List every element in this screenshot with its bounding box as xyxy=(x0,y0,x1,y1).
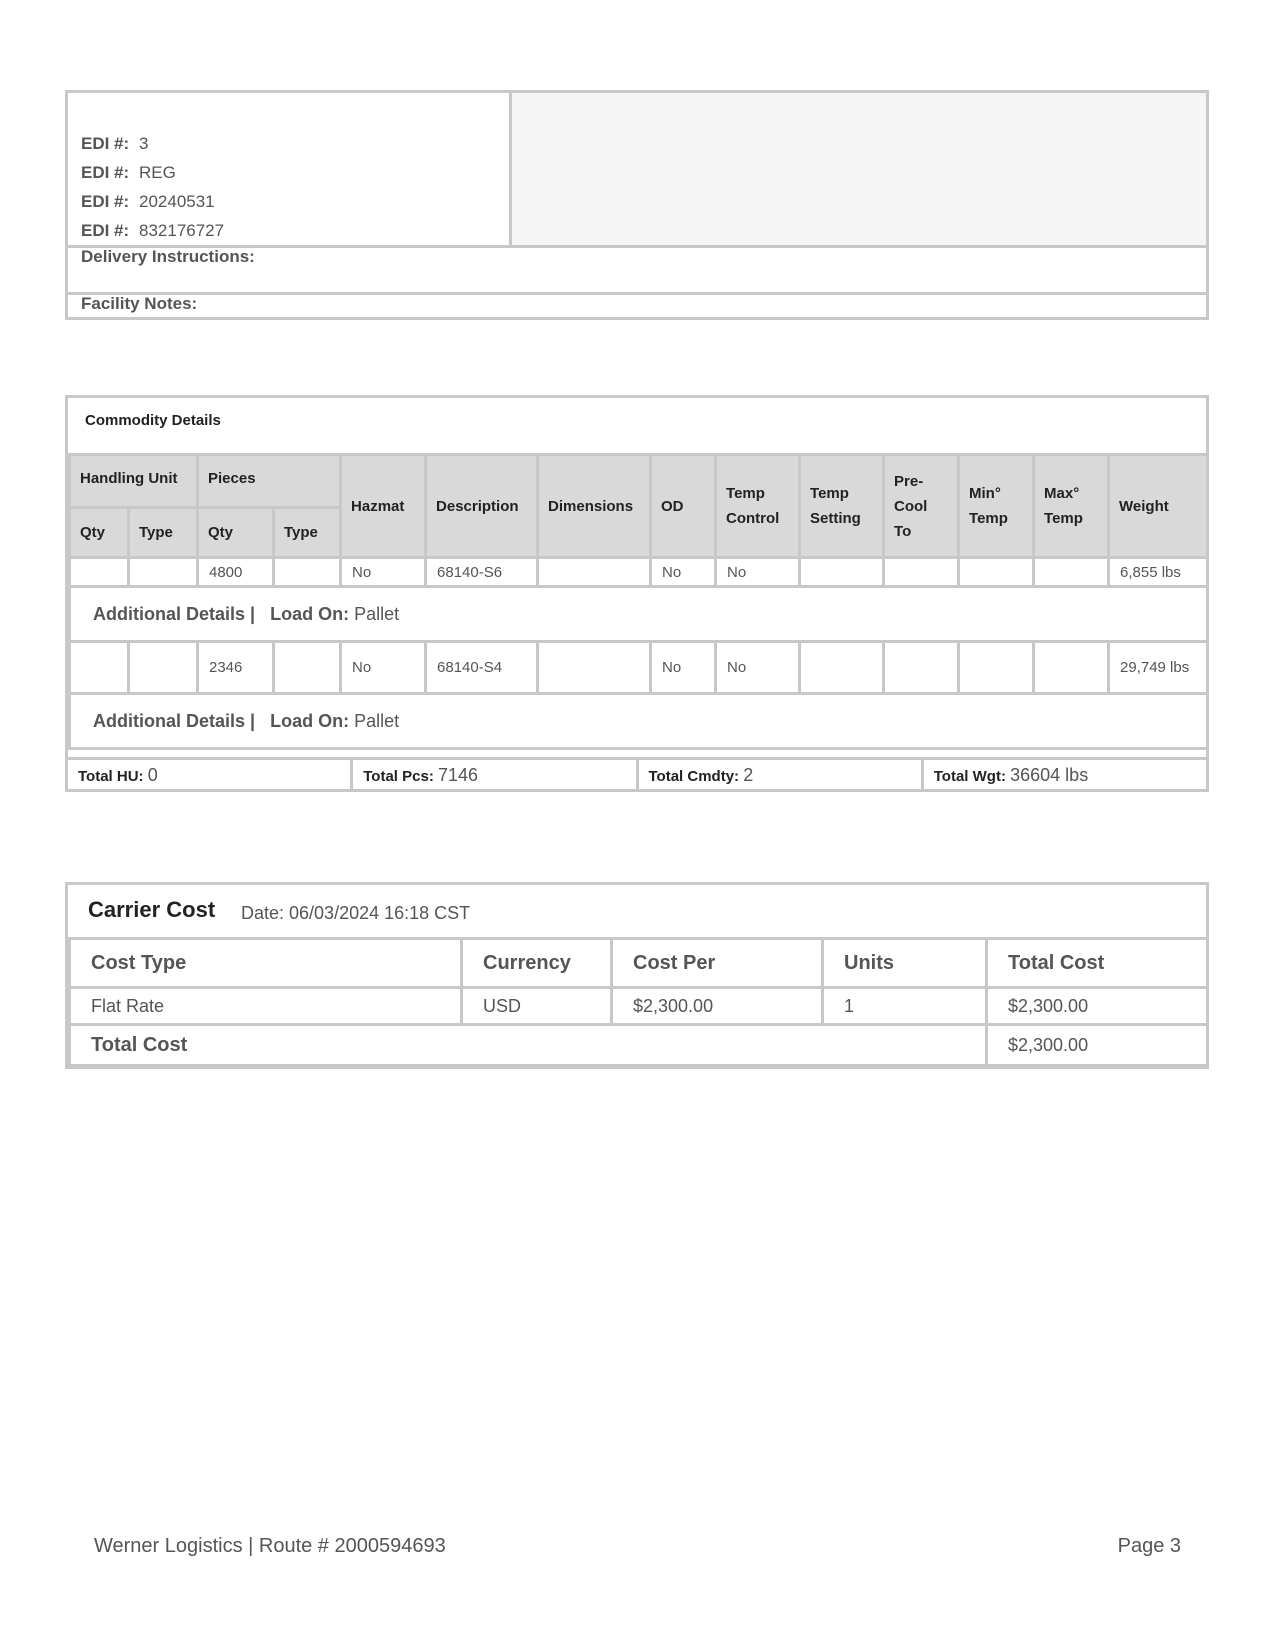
total-cmdty-value: 2 xyxy=(743,765,754,785)
header-hu-qty: Qty xyxy=(70,508,129,558)
edi-row xyxy=(81,187,224,216)
total-hu-value: 0 xyxy=(147,765,158,785)
od-cell: No xyxy=(651,642,716,694)
header-pieces: Pieces xyxy=(198,455,341,508)
load-on-label: Load On: xyxy=(270,710,350,731)
header-description: Description xyxy=(426,455,538,558)
od-cell: No xyxy=(651,558,716,587)
cost-per-cell: $2,300.00 xyxy=(612,988,823,1025)
header-units: Units xyxy=(823,939,987,988)
edi-blank-panel xyxy=(512,93,1206,245)
header-pre-cool-to: Pre-Cool To xyxy=(884,455,959,558)
commodity-details-section xyxy=(65,395,1209,792)
header-cost-per: Cost Per xyxy=(612,939,823,988)
currency-cell: USD xyxy=(462,988,612,1025)
hu-type-cell xyxy=(129,642,198,694)
total-cost-label: Total Cost xyxy=(70,1025,987,1066)
weight-cell: 6,855 lbs xyxy=(1109,558,1208,587)
header-total-cost: Total Cost xyxy=(987,939,1208,988)
commodity-title: Commodity Details xyxy=(85,412,221,429)
pcs-type-cell xyxy=(274,642,341,694)
dimensions-cell xyxy=(538,642,651,694)
total-hu xyxy=(68,760,353,792)
additional-details-label: Additional Details | xyxy=(93,710,256,731)
header-pcs-type: Type xyxy=(274,508,341,558)
header-cost-type: Cost Type xyxy=(70,939,462,988)
pcs-qty-cell: 2346 xyxy=(198,642,274,694)
commodity-totals xyxy=(68,757,1206,792)
hu-type-cell xyxy=(129,558,198,587)
pre-cool-cell xyxy=(884,558,959,587)
dimensions-cell xyxy=(538,558,651,587)
max-temp-cell xyxy=(1034,642,1109,694)
header-temp-setting: Temp Setting xyxy=(800,455,884,558)
edi-panel xyxy=(68,93,512,245)
header-pcs-qty: Qty xyxy=(198,508,274,558)
footer-page-number: Page 3 xyxy=(1117,1535,1181,1557)
min-temp-cell xyxy=(959,558,1034,587)
total-cmdty-label: Total Cmdty: xyxy=(648,768,740,785)
pcs-qty-cell: 4800 xyxy=(198,558,274,587)
total-pcs-label: Total Pcs: xyxy=(363,768,434,785)
edi-row xyxy=(81,129,224,158)
total-hu-label: Total HU: xyxy=(78,768,144,785)
edi-value: 3 xyxy=(139,134,149,153)
pcs-type-cell xyxy=(274,558,341,587)
total-wgt-label: Total Wgt: xyxy=(933,768,1006,785)
total-cost-cell: $2,300.00 xyxy=(987,988,1208,1025)
cost-type-cell: Flat Rate xyxy=(70,988,462,1025)
header-hazmat: Hazmat xyxy=(341,455,426,558)
header-hu-type: Type xyxy=(129,508,198,558)
header-dimensions: Dimensions xyxy=(538,455,651,558)
weight-cell: 29,749 lbs xyxy=(1109,642,1208,694)
temp-control-cell: No xyxy=(716,558,800,587)
total-row xyxy=(70,1025,1208,1066)
load-on-value: Pallet xyxy=(354,710,400,731)
edi-row xyxy=(81,216,224,245)
total-wgt-value: 36604 lbs xyxy=(1010,765,1089,785)
edi-row xyxy=(81,158,224,187)
edi-label: EDI #: xyxy=(81,192,130,211)
edi-label: EDI #: xyxy=(81,134,130,153)
hu-qty-cell xyxy=(70,558,129,587)
carrier-cost-title: Carrier Cost xyxy=(88,897,216,922)
header-currency: Currency xyxy=(462,939,612,988)
load-on-label: Load On: xyxy=(270,603,350,624)
additional-details-row xyxy=(70,587,1208,642)
total-cmdty xyxy=(639,760,924,792)
total-cost-value: $2,300.00 xyxy=(987,1025,1208,1066)
edi-label: EDI #: xyxy=(81,163,130,182)
description-cell: 68140-S6 xyxy=(426,558,538,587)
table-row xyxy=(70,558,1208,587)
footer-route: Werner Logistics | Route # 2000594693 xyxy=(94,1535,446,1557)
header-handling-unit: Handling Unit xyxy=(70,455,198,508)
commodity-table xyxy=(68,453,1209,750)
description-cell: 68140-S4 xyxy=(426,642,538,694)
temp-setting-cell xyxy=(800,558,884,587)
edi-label: EDI #: xyxy=(81,221,130,240)
temp-control-cell: No xyxy=(716,642,800,694)
load-on-value: Pallet xyxy=(354,603,400,624)
carrier-cost-table xyxy=(68,937,1209,1067)
header-od: OD xyxy=(651,455,716,558)
edi-value: 832176727 xyxy=(139,221,225,240)
header-max-temp: Max° Temp xyxy=(1034,455,1109,558)
pre-cool-cell xyxy=(884,642,959,694)
edi-value: REG xyxy=(139,163,176,182)
hu-qty-cell xyxy=(70,642,129,694)
header-weight: Weight xyxy=(1109,455,1208,558)
additional-details-label: Additional Details | xyxy=(93,603,256,624)
table-row xyxy=(70,988,1208,1025)
units-cell: 1 xyxy=(823,988,987,1025)
max-temp-cell xyxy=(1034,558,1109,587)
edi-section xyxy=(65,90,1209,320)
temp-setting-cell xyxy=(800,642,884,694)
table-row xyxy=(70,642,1208,694)
delivery-instructions-label: Delivery Instructions: xyxy=(81,247,255,266)
total-pcs xyxy=(353,760,638,792)
carrier-cost-date: Date: 06/03/2024 16:18 CST xyxy=(241,903,471,923)
total-wgt xyxy=(924,760,1206,792)
carrier-cost-section xyxy=(65,882,1209,1069)
header-temp-control: Temp Control xyxy=(716,455,800,558)
facility-notes-label: Facility Notes: xyxy=(81,294,198,313)
edi-value: 20240531 xyxy=(139,192,215,211)
total-pcs-value: 7146 xyxy=(438,765,479,785)
additional-details-row xyxy=(70,694,1208,749)
hazmat-cell: No xyxy=(341,558,426,587)
min-temp-cell xyxy=(959,642,1034,694)
header-min-temp: Min° Temp xyxy=(959,455,1034,558)
hazmat-cell: No xyxy=(341,642,426,694)
